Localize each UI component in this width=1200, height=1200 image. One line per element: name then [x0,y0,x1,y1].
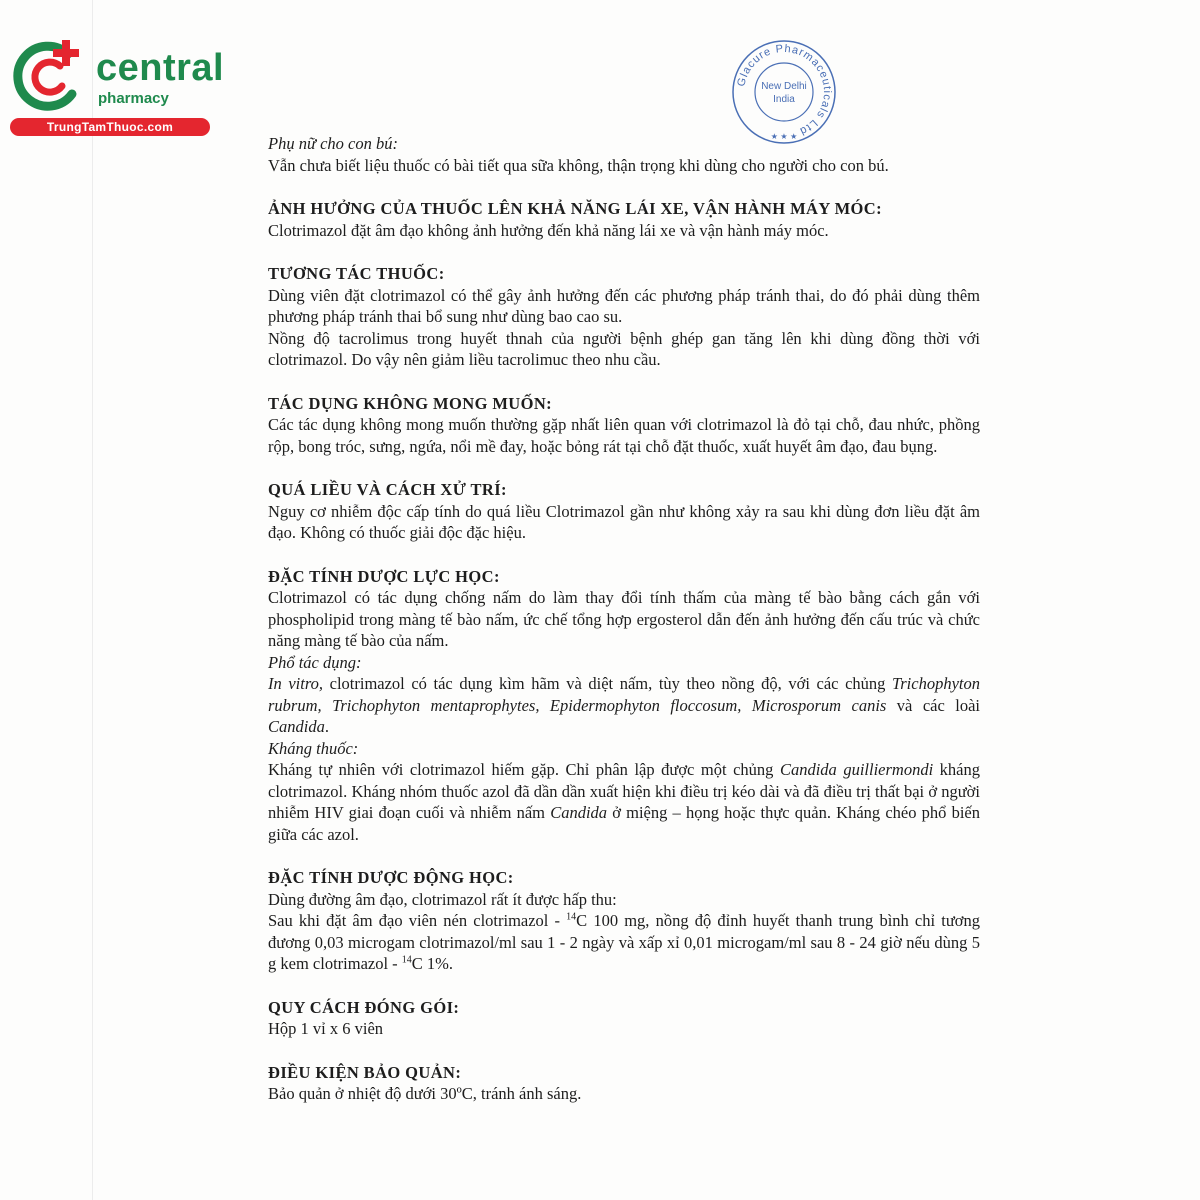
section-breastfeeding [268,133,980,176]
pharmacodynamics-heading: ĐẶC TÍNH DƯỢC LỰC HỌC: [268,566,500,586]
candida-term: Candida [268,717,325,736]
section-packaging [268,997,980,1040]
resistance-paragraph [268,759,980,845]
seal-stars: ★ ★ ★ [770,132,798,141]
candida-term-2: Candida [550,803,608,822]
seal-city: New Delhi [761,81,807,92]
storage-heading: ĐIỀU KIỆN BẢO QUẢN: [268,1062,462,1082]
interactions-paragraph-1: Dùng viên đặt clotrimazol có thể gây ảnh hưởng đến các phương pháp tránh thai, do đó phải dùng thêm phương pháp tránh thai bổ sung như dùng bao cao su. [268,285,980,326]
storage-text: Bảo quản ở nhiệt độ dưới 30ºC, tránh ánh sáng. [268,1084,582,1103]
seal-ring-text: Glacure Pharmaceuticals Ltd [735,42,834,138]
spectrum-text-2: và các loài [886,695,980,715]
section-interactions [268,263,980,371]
breastfeeding-heading: Phụ nữ cho con bú: [268,134,398,153]
section-driving [268,198,980,241]
pharmacokinetics-heading: ĐẶC TÍNH DƯỢC ĐỘNG HỌC: [268,868,514,887]
spectrum-text-end: . [324,717,329,736]
driving-heading: ẢNH HƯỞNG CỦA THUỐC LÊN KHẢ NĂNG LÁI XE, VẬN HÀNH MÁY MÓC: [268,199,883,218]
packaging-text: Hộp 1 vỉ x 6 viên [268,1019,384,1038]
breastfeeding-text: Vẫn chưa biết liệu thuốc có bài tiết qua sữa không, thận trọng khi dùng cho người cho con bú. [268,155,889,175]
isotope-superscript-1: 14 [566,911,577,923]
pk-text-1: Sau khi đặt âm đạo viên nén clotrimazol - [268,911,567,930]
pharmacodynamics-paragraph-1: Clotrimazol có tác dụng chống nấm do làm thay đổi tính thấm của màng tế bào bằng cách gắn với phospholipid trong màng tế bào nấm, ức chế tổng hợp ergosterol dẫn đến ảnh hưởng đến cấu trúc và chức năng màng tế bào của nấm. [268,588,980,650]
pk-text-2: C 100 mg, nồng độ đỉnh huyết thanh trung bình chỉ tương đương 0,03 microgam clotrimazol/ml sau 1 - 2 ngày và xấp xỉ 0,01 microgam/ml sau 8 - 24 giờ nếu dùng 5 g kem clotrimazol - [268,911,980,973]
section-storage [268,1062,980,1105]
pk-text-3: C 1%. [411,954,454,973]
pharmacy-cross-logo-icon [10,36,90,116]
fungus-species-list: Trichophyton rubrum, Trichophyton mentaprophytes, Epidermophyton floccosum, Microsporum canis [268,674,981,715]
logo-site-band: TrungTamThuoc.com [10,118,210,136]
interactions-paragraph-2: Nồng độ tacrolimus trong huyết thnah của người bệnh ghép gan tăng lên khi dùng đồng thời với clotrimazol. Do vậy nên giảm liều tacrolimuc theo nhu cầu. [268,328,980,369]
resistance-text-1: Kháng tự nhiên với clotrimazol hiếm gặp. Chỉ phân lập được một chủng [268,760,780,779]
logo-brand-name: central [96,47,225,89]
isotope-superscript-2: 14 [401,954,412,966]
candida-guilliermondi-term: Candida guilliermondi [779,760,934,779]
seal-country: India [773,94,795,105]
pharmacokinetics-paragraph-1: Dùng đường âm đạo, clotrimazol rất ít được hấp thu: [268,889,617,909]
logo-sub-name: pharmacy [98,90,169,107]
in-vitro-term: In vitro, [268,674,324,693]
side-effects-text: Các tác dụng không mong muốn thường gặp nhất liên quan với clotrimazol là đỏ tại chỗ, đau nhức, phồng rộp, bong tróc, sưng, ngứa, nổi mề đay, hoặc bỏng rát tại chỗ đặt thuốc, xuất huyết âm đạo, đau bụng. [268,415,980,456]
driving-text: Clotrimazol đặt âm đạo không ảnh hưởng đến khả năng lái xe và vận hành máy móc. [268,220,829,240]
interactions-heading: TƯƠNG TÁC THUỐC: [268,264,445,283]
document-body [268,133,980,1127]
resistance-subheading: Kháng thuốc: [268,738,359,758]
spectrum-paragraph [268,673,980,738]
overdose-text: Nguy cơ nhiễm độc cấp tính do quá liều Clotrimazol gần như không xảy ra sau khi dùng đơn liều đặt âm đạo. Không có thuốc giải độc đặc hiệu. [268,501,980,542]
section-side-effects [268,393,980,458]
company-seal-stamp [728,36,840,148]
section-pharmacodynamics [268,566,980,846]
section-overdose [268,479,980,544]
central-pharmacy-logo[interactable] [10,36,225,136]
pharmacokinetics-paragraph-2 [268,910,980,975]
spectrum-subheading: Phổ tác dụng: [268,652,362,672]
resistance-text-2: kháng clotrimazol. Kháng nhóm thuốc azol đã dần dần xuất hiện khi điều trị kéo dài và đã điều trị thất bại ở người nhiễm HIV giai đoạn cuối và nhiễm nấm [268,760,981,822]
side-effects-heading: TÁC DỤNG KHÔNG MONG MUỐN: [268,393,553,413]
resistance-text-3: ở miệng – họng hoặc thực quản. Kháng chéo phổ biến giữa các azol. [268,803,980,844]
overdose-heading: QUÁ LIỀU VÀ CÁCH XỬ TRÍ: [268,480,507,499]
section-pharmacokinetics [268,867,980,975]
spectrum-text-1: clotrimazol có tác dụng kìm hãm và diệt nấm, tùy theo nồng độ, với các chủng [323,674,892,693]
page-edge-line [92,0,93,1200]
packaging-heading: QUY CÁCH ĐÓNG GÓI: [268,997,460,1017]
